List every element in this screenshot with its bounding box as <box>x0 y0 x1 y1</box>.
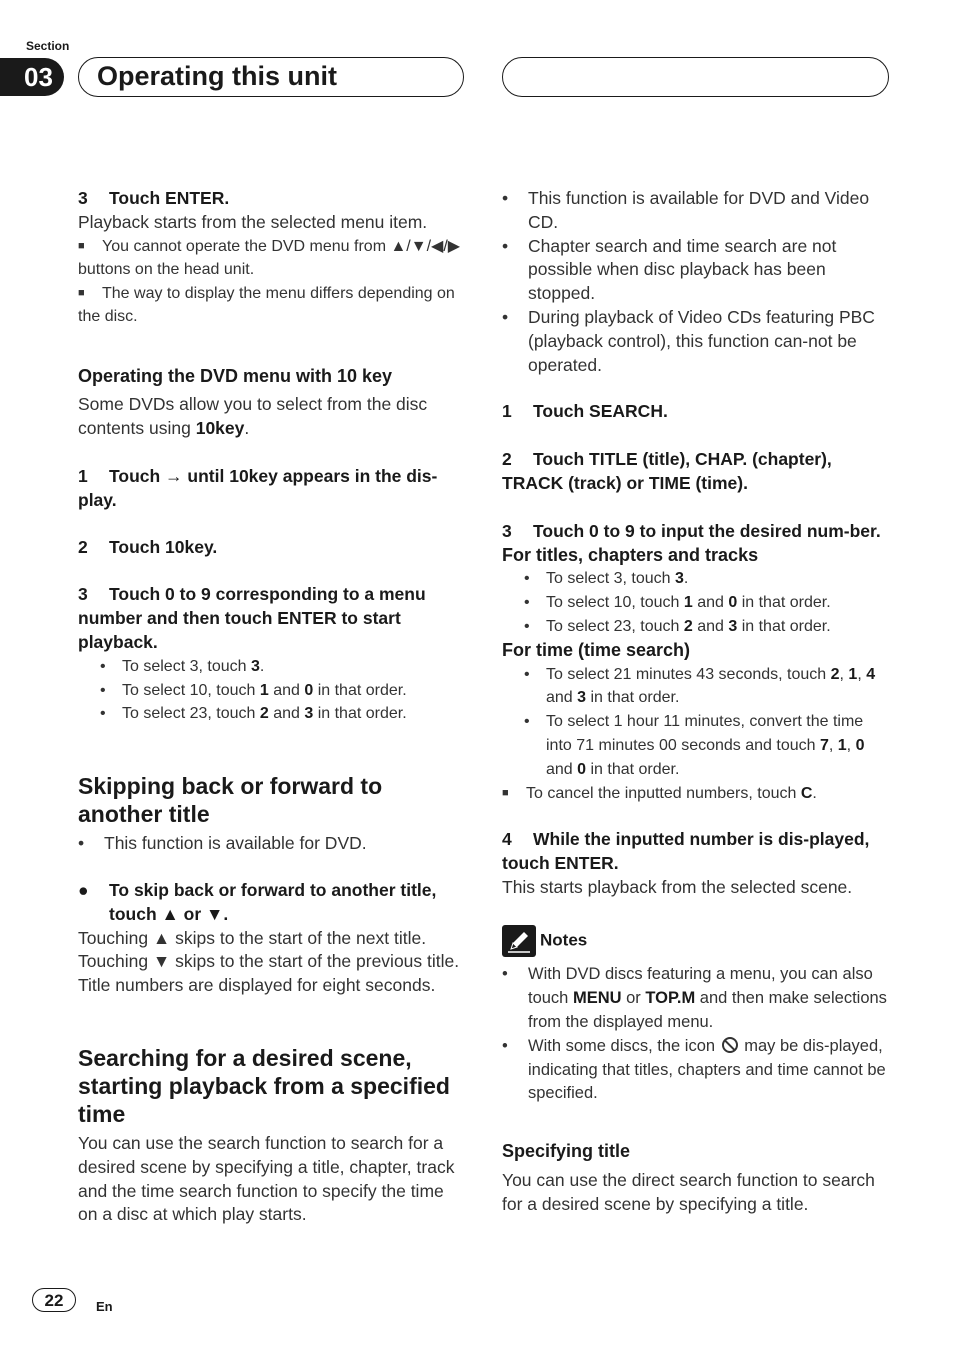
skip-desc: Touching ▲ skips to the start of the next title. Touching ▼ skips to the start of the previous title. <box>78 927 460 972</box>
note-item: ■ To cancel the inputted numbers, touch C. <box>502 784 817 802</box>
page-number: 22 <box>32 1288 76 1312</box>
list-item: • With some discs, the icon may be dis-played, indicating that titles, chapters and time cannot be specified. <box>502 1036 886 1103</box>
list-item: • To select 23, touch 2 and 3 in that order. <box>100 705 407 723</box>
step-touch-0-9: 3 Touch 0 to 9 corresponding to a menu number and then touch ENTER to start playback. <box>78 584 426 652</box>
list-item: • Chapter search and time search are not possible when disc playback has been stopped. <box>502 235 837 304</box>
step-touch-arrow: 1 Touch → until 10key appears in the dis-play. <box>78 465 438 510</box>
search-heading: Searching for a desired scene, starting playback from a specified time <box>78 1044 450 1127</box>
step-enter-desc: This starts playback from the selected scene. <box>502 876 853 897</box>
section-number: 03 <box>0 58 64 96</box>
empty-title-frame <box>502 57 889 97</box>
tenkey-desc: Some DVDs allow you to select from the disc contents using 10key. <box>78 394 428 439</box>
list-item: • To select 21 minutes 43 seconds, touch 2, 1, 4 and 3 in that order. <box>524 665 876 707</box>
step-touch-search: 1 Touch SEARCH. <box>502 401 668 422</box>
note-item: ■ You cannot operate the DVD menu from ▲/▼/◀/▶ buttons on the head unit. <box>78 237 461 279</box>
section-label: Section <box>26 39 70 53</box>
left-column <box>78 187 468 1227</box>
tenkey-heading: Operating the DVD menu with 10 key <box>78 365 393 386</box>
list-item: • To select 1 hour 11 minutes, convert the time into 71 minutes 00 seconds and touch 7, 1, 0 and 0 in that order. <box>524 713 865 778</box>
step-enter: 3 Touch ENTER. <box>78 188 230 208</box>
step-input-number: 3 Touch 0 to 9 to input the desired num-ber. <box>502 520 881 541</box>
notes-heading: Notes <box>502 925 892 957</box>
note-item: ■ The way to display the menu differs depending on the disc. <box>78 284 455 326</box>
page-title: Operating this unit <box>97 61 337 91</box>
language-label: En <box>96 1299 113 1314</box>
list-item: • To select 23, touch 2 and 3 in that order. <box>524 617 831 635</box>
step-touch-10key: 2 Touch 10key. <box>78 536 218 557</box>
skip-heading: Skipping back or forward to another title <box>78 773 383 828</box>
step-enter-desc: Playback starts from the selected menu item. <box>78 211 428 232</box>
right-column <box>502 187 892 1217</box>
step-touch-title: 2 Touch TITLE (title), CHAP. (chapter), TRACK (track) or TIME (time). <box>502 449 832 493</box>
list-item: • To select 3, touch 3. <box>100 657 265 675</box>
list-item: • To select 10, touch 1 and 0 in that order. <box>100 681 407 699</box>
skip-step: ● To skip back or forward to another title, touch ▲ or ▼. <box>78 879 437 924</box>
list-item: • This function is available for DVD and Video CD. <box>502 188 870 232</box>
specifying-title-heading: Specifying title <box>502 1141 631 1162</box>
list-item: • This function is available for DVD. <box>78 833 367 854</box>
step-touch-enter: 4 While the inputted number is dis-played, touch ENTER. <box>502 829 870 873</box>
pencil-icon <box>502 925 536 957</box>
list-item: • With DVD discs featuring a menu, you can also touch MENU or TOP.M and then make selections from the displayed menu. <box>502 965 887 1032</box>
list-item: • During playback of Video CDs featuring PBC (playback control), this function can-not be operated. <box>502 306 875 375</box>
list-item: • To select 3, touch 3. <box>524 570 689 588</box>
titles-subhead: For titles, chapters and tracks <box>502 544 759 565</box>
prohibited-icon <box>722 1037 738 1053</box>
search-desc: You can use the search function to search for a desired scene by specifying a title, chapter, track and the time search function to specify the time on a disc at which play starts. <box>78 1132 455 1225</box>
time-subhead: For time (time search) <box>502 639 691 660</box>
specifying-title-desc: You can use the direct search function to search for a desired scene by specifying a title. <box>502 1170 875 1214</box>
list-item: • To select 10, touch 1 and 0 in that order. <box>524 594 831 612</box>
skip-desc-2: Title numbers are displayed for eight seconds. <box>78 975 436 996</box>
